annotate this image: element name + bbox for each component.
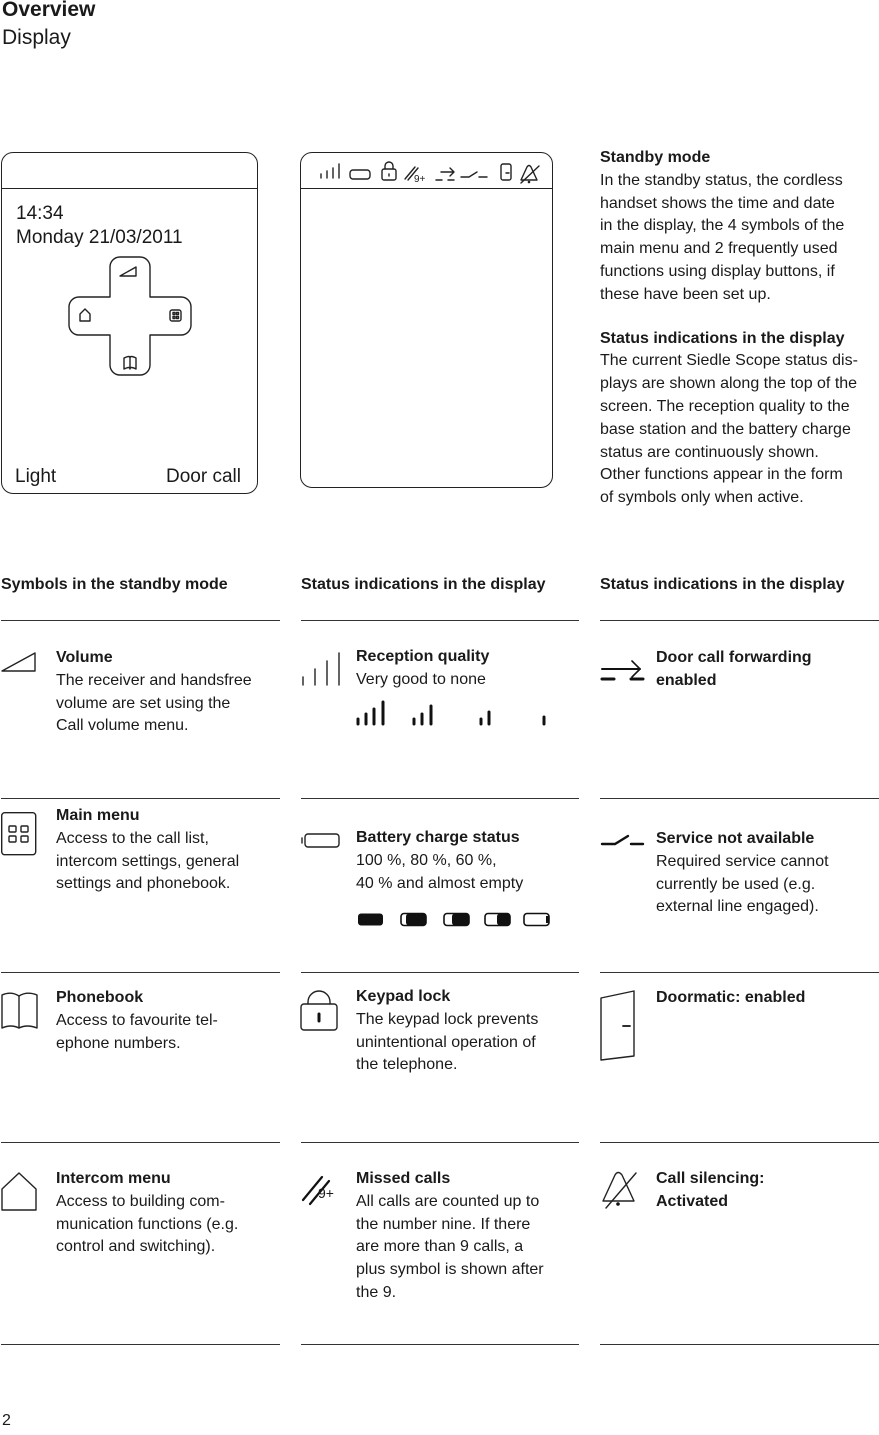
item-desc-line: the telephone.: [356, 1056, 458, 1074]
item-doormatic: [656, 987, 879, 1010]
phonebook-icon: [1, 992, 39, 1030]
intro-block-standby: [600, 147, 879, 307]
status-screen: [300, 152, 553, 488]
divider: [1, 798, 280, 799]
lock-icon: [300, 990, 340, 1032]
divider: [600, 1344, 879, 1345]
page-title: Overview: [2, 0, 96, 21]
volume-icon: [120, 267, 136, 276]
item-keypad-lock: [356, 986, 579, 1077]
reception-level-very-good-icon: [358, 702, 383, 724]
call-silencing-icon: [521, 166, 539, 184]
doormatic-icon: [501, 164, 511, 180]
item-desc-line: Access to building com-: [56, 1192, 225, 1210]
divider: [301, 972, 579, 973]
intro-line: Other functions appear in the form: [600, 466, 843, 484]
divider: [1, 1344, 280, 1345]
item-desc-line: intercom settings, general: [56, 852, 240, 870]
item-desc-line: munication functions (e.g.: [56, 1215, 239, 1233]
battery-icon: [350, 170, 370, 179]
page-number: 2: [2, 1412, 11, 1429]
item-title: Battery charge status: [356, 829, 520, 846]
item-desc-line: settings and phonebook.: [56, 875, 231, 893]
divider: [301, 1344, 579, 1345]
doormatic-icon: [600, 990, 640, 1062]
missed-calls-badge: 9+: [318, 1185, 334, 1201]
divider: [301, 798, 579, 799]
lock-icon: [382, 162, 396, 180]
item-title: Phonebook: [56, 989, 144, 1006]
intro-line: handset shows the time and date: [600, 194, 835, 212]
item-desc-line: volume are set using the: [56, 694, 231, 712]
item-desc-line: Access to favourite tel-: [56, 1011, 218, 1029]
item-desc-line: 40 % and almost empty: [356, 874, 524, 892]
item-title: Keypad lock: [356, 988, 451, 1005]
intro-line: base station and the battery charge: [600, 420, 851, 438]
intro-line: these have been set up.: [600, 285, 771, 303]
standby-time: 14:34: [16, 203, 64, 224]
intercom-icon: [1, 1172, 39, 1212]
item-title: Intercom menu: [56, 1170, 171, 1187]
battery-level-empty-icon: [524, 914, 549, 926]
phonebook-icon: [124, 357, 136, 370]
item-title: Missed calls: [356, 1170, 451, 1187]
item-call-silencing: [656, 1168, 879, 1214]
forwarding-icon: [600, 652, 648, 684]
item-desc-line: are more than 9 calls, a: [356, 1238, 524, 1256]
item-battery: [356, 827, 579, 895]
item-desc-line: Required service cannot: [656, 852, 829, 870]
item-title: Service not available: [656, 830, 815, 847]
call-silencing-icon: [600, 1170, 640, 1210]
battery-icon: [301, 833, 341, 849]
status-bar: [301, 153, 554, 189]
item-title: Volume: [56, 649, 113, 666]
divider: [600, 798, 879, 799]
divider: [1, 972, 280, 973]
navigation-cross: [2, 153, 259, 495]
column-heading-status-2: Status indications in the display: [600, 576, 845, 593]
item-intercom: [56, 1168, 280, 1259]
intro-line: plays are shown along the top of the: [600, 375, 858, 393]
item-phonebook: [56, 987, 280, 1055]
item-main-menu: [56, 805, 280, 896]
item-desc-line: The receiver and handsfree: [56, 671, 252, 689]
intro-line: In the standby status, the cordless: [600, 171, 843, 189]
item-desc-line: external line engaged).: [656, 898, 819, 916]
intro-line: main menu and 2 frequently used: [600, 240, 838, 258]
item-desc-line: the 9.: [356, 1283, 397, 1301]
service-unavailable-icon: [461, 172, 487, 177]
divider: [1, 620, 280, 621]
intro-block-status: [600, 328, 879, 510]
page-subtitle: Display: [2, 26, 71, 49]
item-desc-line: currently be used (e.g.: [656, 875, 816, 893]
service-unavailable-icon: [600, 832, 648, 852]
item-desc-line: Access to the call list,: [56, 829, 209, 847]
intro-text: [600, 147, 879, 510]
intercom-icon: [80, 309, 90, 321]
item-desc-line: Very good to none: [356, 670, 486, 688]
main-menu-icon: [1, 812, 37, 856]
battery-levels: [355, 912, 555, 928]
divider: [301, 1142, 579, 1143]
divider: [301, 620, 579, 621]
intro-line: in the display, the 4 symbols of the: [600, 217, 845, 235]
reception-icon: [321, 164, 339, 178]
item-reception: [356, 646, 579, 692]
softkey-door-call[interactable]: Door call: [166, 466, 241, 487]
item-desc-line: All calls are counted up to: [356, 1192, 540, 1210]
item-desc-line: control and switching).: [56, 1238, 216, 1256]
item-desc-line: 100 %, 80 %, 60 %,: [356, 851, 497, 869]
standby-date: Monday 21/03/2011: [16, 227, 183, 248]
divider: [600, 620, 879, 621]
intro-line: The current Siedle Scope status dis-: [600, 352, 858, 370]
reception-icon: [301, 651, 343, 687]
volume-icon: [1, 651, 37, 673]
item-title-continued: enabled: [656, 671, 717, 689]
forwarding-icon: [436, 168, 454, 180]
item-title: Door call forwarding: [656, 649, 812, 666]
divider: [1, 1142, 280, 1143]
item-desc-line: unintentional operation of: [356, 1033, 536, 1051]
main-menu-icon: [170, 310, 181, 321]
missed-calls-badge: 9+: [414, 174, 426, 185]
item-desc-line: ephone numbers.: [56, 1034, 181, 1052]
divider: [600, 972, 879, 973]
item-title: Call silencing:: [656, 1170, 765, 1187]
intro-standby-title: Standby mode: [600, 149, 711, 166]
column-heading-standby: Symbols in the standby mode: [1, 576, 228, 593]
item-desc-line: the number nine. If there: [356, 1215, 531, 1233]
item-missed-calls: [356, 1168, 579, 1305]
divider: [600, 1142, 879, 1143]
item-title-continued: Activated: [656, 1192, 729, 1210]
softkey-light[interactable]: Light: [15, 466, 57, 487]
item-forwarding: [656, 647, 879, 693]
item-desc-line: The keypad lock prevents: [356, 1010, 539, 1028]
reception-levels: [355, 698, 555, 728]
item-title: Reception quality: [356, 648, 490, 665]
reception-level-weak-icon: [481, 712, 489, 724]
standby-screen: [1, 152, 258, 494]
item-title: Main menu: [56, 807, 140, 824]
intro-status-title: Status indications in the display: [600, 329, 845, 347]
intro-line: functions using display buttons, if: [600, 262, 835, 280]
intro-line: of symbols only when active.: [600, 489, 804, 507]
item-volume: [56, 647, 280, 738]
reception-level-good-icon: [414, 706, 431, 724]
intro-line: status are continuously shown.: [600, 443, 819, 461]
column-heading-status: Status indications in the display: [301, 576, 546, 593]
battery-level-full-icon: [358, 914, 383, 926]
item-desc-line: Call volume menu.: [56, 717, 189, 735]
item-title: Doormatic: enabled: [656, 989, 806, 1006]
item-desc-line: plus symbol is shown after: [356, 1261, 544, 1279]
intro-line: screen. The reception quality to the: [600, 397, 850, 415]
item-service-unavailable: [656, 828, 879, 919]
